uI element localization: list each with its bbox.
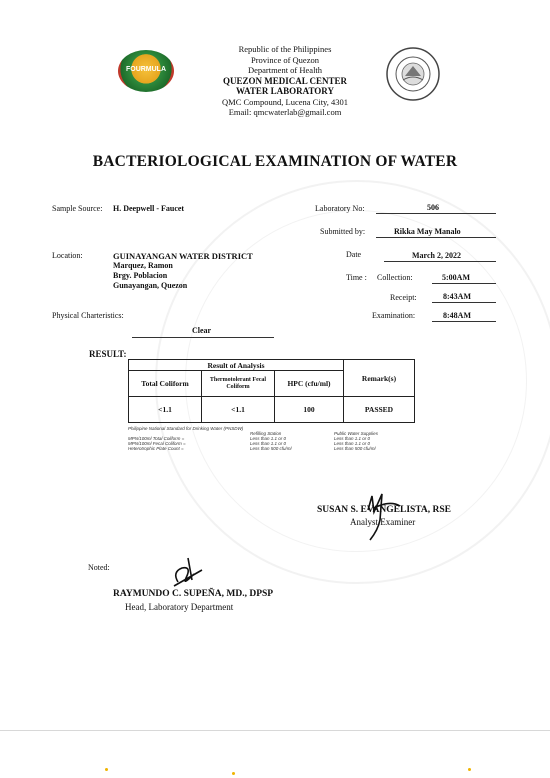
address: QMC Compound, Lucena City, 4301 <box>222 96 348 107</box>
remarks-value: PASSED <box>344 397 415 423</box>
location-line: Gunayangan, Quezon <box>113 281 188 290</box>
standard-params <box>128 436 186 451</box>
collection-label: Collection: <box>377 273 413 282</box>
collection-value: 5:00AM <box>442 273 470 282</box>
public-value: Less than 1.1 or 0 <box>334 441 371 446</box>
standard-title: Philippine National Standard for Drinking Water (PNSDW) <box>128 426 244 431</box>
total-coliform-header: Total Coliform <box>129 371 202 397</box>
date-value: March 2, 2022 <box>412 251 461 260</box>
receipt-line <box>432 302 496 303</box>
noted-signature-icon <box>168 552 208 592</box>
date-line <box>384 261 496 262</box>
footer-rule <box>0 730 550 731</box>
lab-no-line <box>376 213 496 214</box>
header-line: Republic of the Philippines <box>238 44 332 54</box>
submitted-by-value: Rikka May Manalo <box>394 227 461 236</box>
lab-name: WATER LABORATORY <box>236 86 334 96</box>
standard-param: MPN/100ml Fecal Coliform = <box>128 441 186 446</box>
examination-label: Examination: <box>372 311 416 320</box>
location-line: Marquez, Ramon <box>113 261 173 270</box>
lab-no-value: 506 <box>427 203 439 212</box>
public-value: Less than 500 cfu/ml <box>334 446 376 451</box>
physical-line <box>132 337 274 338</box>
location-label: Location: <box>52 251 83 260</box>
refilling-standards <box>250 431 292 451</box>
location-line: GUINAYANGAN WATER DISTRICT <box>113 251 253 261</box>
total-coliform-value: <1.1 <box>129 397 202 423</box>
result-label: RESULT: <box>89 349 127 359</box>
letterhead <box>175 44 395 118</box>
refilling-value: Less than 1.1 or 0 <box>250 441 287 446</box>
header-line: Province of Quezon <box>251 54 319 65</box>
refilling-value: Less than 500 cfu/ml <box>250 446 292 451</box>
standard-param: Heterotrophic Plate Count = <box>128 446 184 451</box>
collection-line <box>432 283 496 284</box>
public-value: Less than 1.1 or 0 <box>334 436 371 441</box>
scan-speck <box>105 768 108 771</box>
result-table <box>128 359 415 423</box>
noted-name: RAYMUNDO C. SUPEÑA, MD., DPSP <box>113 589 274 599</box>
fecal-coliform-header: Thermotolerant Fecal Coliform <box>202 371 275 397</box>
sample-source-value: H. Deepwell - Faucet <box>113 204 185 213</box>
lab-no-label: Laboratory No: <box>315 204 365 213</box>
sample-source-label: Sample Source: <box>52 204 103 213</box>
standard-param: MPN/100ml Total Coliform = <box>128 436 185 441</box>
analyst-role: Analyst Examiner <box>350 517 416 527</box>
analyst-name: SUSAN S. EVANGELISTA, RSE <box>317 505 452 515</box>
noted-role: Head, Laboratory Department <box>125 602 234 612</box>
remarks-header: Remark(s) <box>344 360 415 397</box>
public-title: Public Water Supplies <box>334 431 378 436</box>
email: Email: qmcwaterlab@gmail.com <box>228 107 342 117</box>
receipt-label: Receipt: <box>390 293 417 302</box>
document-title: BACTERIOLOGICAL EXAMINATION OF WATER <box>92 153 458 170</box>
refilling-value: Less than 1.1 or 0 <box>250 436 287 441</box>
logo-text: FOURMULA <box>125 66 167 73</box>
hpc-value: 100 <box>275 397 344 423</box>
noted-label: Noted: <box>88 563 110 572</box>
org-name: QUEZON MEDICAL CENTER <box>222 75 348 86</box>
fecal-coliform-value: <1.1 <box>202 397 275 423</box>
date-label: Date <box>346 250 362 259</box>
time-label: Time : <box>346 273 367 282</box>
header-line: Department of Health <box>247 65 323 75</box>
physical-value: Clear <box>192 326 212 335</box>
scan-speck <box>232 772 235 775</box>
examination-line <box>432 321 496 322</box>
result-group-header: Result of Analysis <box>129 360 344 371</box>
submitted-by-label: Submitted by: <box>320 227 366 236</box>
submitted-by-line <box>376 237 496 238</box>
refilling-title: Refilling Station <box>250 431 282 436</box>
scan-speck <box>468 768 471 771</box>
public-standards <box>334 431 378 451</box>
fourmula-logo <box>118 50 174 92</box>
receipt-value: 8:43AM <box>443 292 471 301</box>
examination-value: 8:48AM <box>443 311 471 320</box>
physical-label: Physical Charteristics: <box>52 311 124 320</box>
location-line: Brgy. Poblacion <box>113 271 168 280</box>
hpc-header: HPC (cfu/ml) <box>275 371 344 397</box>
